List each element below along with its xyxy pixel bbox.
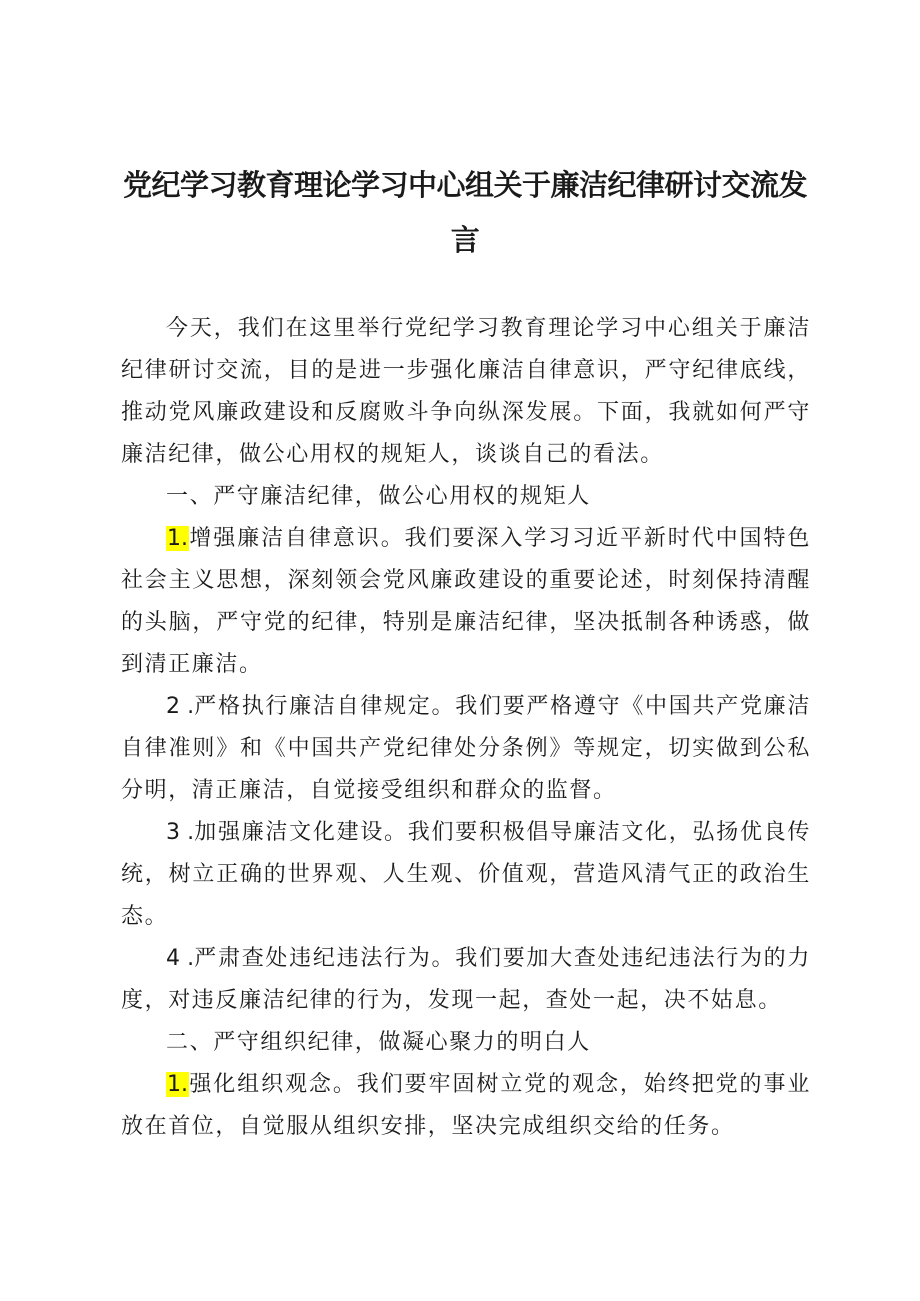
list-item-1-1 xyxy=(121,518,811,686)
list-item-2-1 xyxy=(121,1064,811,1148)
paragraph-text: 严格执行廉洁自律规定。我们要严格遵守《中国共产党廉洁自律准则》和《中国共产党纪律处分条例》等规定，切实做到公私分明，清正廉洁，自觉接受组织和群众的监督。 xyxy=(121,694,812,803)
list-item-1-2 xyxy=(121,686,811,812)
section-heading-1 xyxy=(121,476,811,518)
document-title xyxy=(120,158,810,268)
section-heading-2 xyxy=(121,1022,811,1064)
heading-text: 一、严守廉洁纪律，做公心用权的规矩人 xyxy=(166,484,591,509)
paragraph-text: 增强廉洁自律意识。我们要深入学习习近平新时代中国特色社会主义思想，深刻领会党风廉政建设的重要论述，时刻保持清醒的头脑，严守党的纪律，特别是廉洁纪律，坚决抵制各种诱惑，做到清正廉洁。 xyxy=(121,526,811,677)
intro-paragraph xyxy=(121,308,811,476)
list-item-1-3 xyxy=(121,812,811,938)
title-line-1: 党纪学习教育理论学习中心组关于廉洁纪律研讨交流发 xyxy=(122,168,807,202)
highlighted-number: 1. xyxy=(167,526,188,551)
highlighted-number: 1. xyxy=(167,1072,188,1097)
paragraph-text: 加强廉洁文化建设。我们要积极倡导廉洁文化，弘扬优良传统，树立正确的世界观、人生观、价值观，营造风清气正的政治生态。 xyxy=(121,820,812,929)
paragraph-text: 强化组织观念。我们要牢固树立党的观念，始终把党的事业放在首位，自觉服从组织安排，坚决完成组织交给的任务。 xyxy=(121,1072,811,1139)
item-number: 3 . xyxy=(166,820,195,845)
heading-text: 二、严守组织纪律，做凝心聚力的明白人 xyxy=(166,1030,591,1055)
list-item-1-4 xyxy=(121,938,811,1022)
document-body xyxy=(121,308,811,1148)
item-number: 4 . xyxy=(166,946,195,971)
item-number: 2 . xyxy=(166,694,195,719)
title-line-2: 言 xyxy=(450,223,480,257)
paragraph-text: 今天，我们在这里举行党纪学习教育理论学习中心组关于廉洁纪律研讨交流，目的是进一步强化廉洁自律意识，严守纪律底线，推动党风廉政建设和反腐败斗争向纵深发展。下面，我就如何严守廉洁纪律，做公心用权的规矩人，谈谈自己的看法。 xyxy=(121,316,811,467)
paragraph-text: 严肃查处违纪违法行为。我们要加大查处违纪违法行为的力度，对违反廉洁纪律的行为，发现一起，查处一起，决不姑息。 xyxy=(121,946,812,1013)
